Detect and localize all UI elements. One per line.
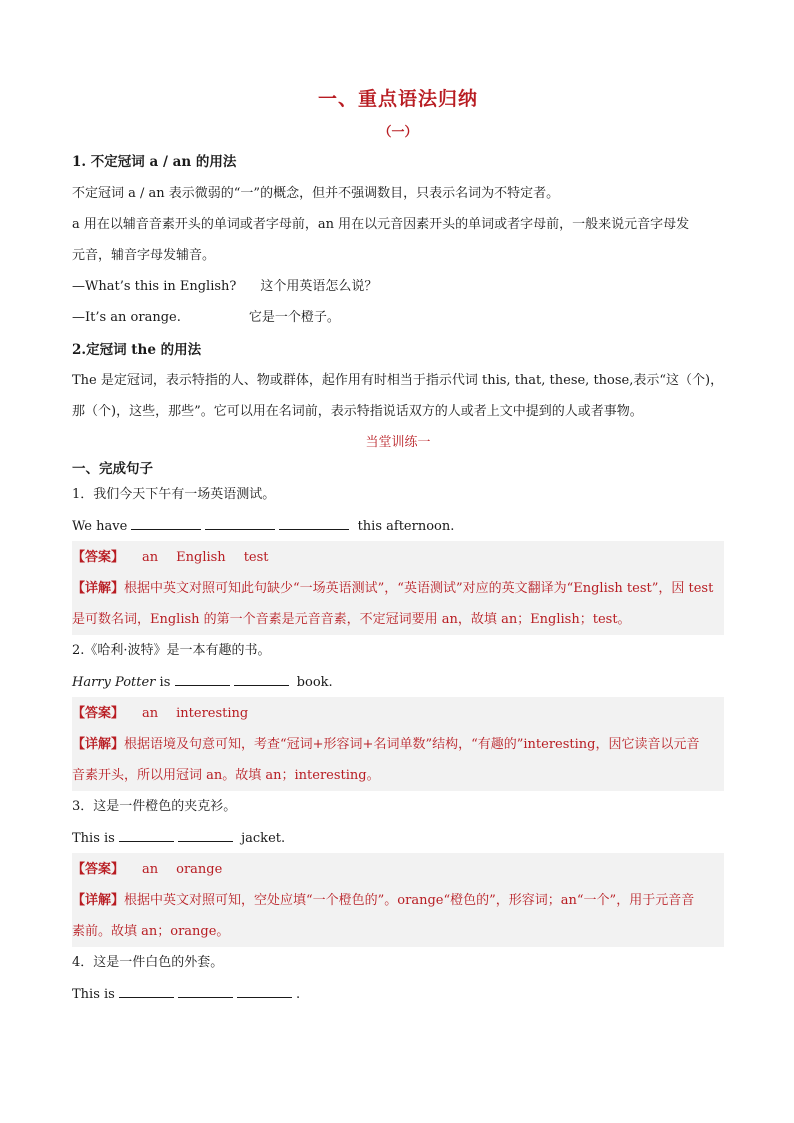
answer-blank (279, 516, 349, 530)
answer-blank (234, 672, 289, 686)
question-english: This is jacket. (72, 828, 724, 849)
example-english: —What’s this in English? (72, 279, 237, 294)
question-english: This is . (72, 984, 724, 1005)
detail-line: 素前。故填 an；orange。 (72, 924, 230, 939)
example-line (72, 277, 724, 297)
detail-line: 【详解】根据语境及句意可知，考查“冠词+形容词+名词单数”结构，“有趣的”interesting，因它读音以元音 (72, 737, 700, 752)
answer-blank (119, 984, 174, 998)
practice-title: 当堂训练一 (365, 435, 431, 450)
answer-box (72, 853, 724, 947)
section2-paragraph: 那（个)，这些，那些”。它可以用在名词前，表示特指说话双方的人或者上文中提到的人或者事物。 (72, 404, 643, 419)
exercise-heading: 一、完成句子 (72, 461, 153, 477)
answer-blank (119, 828, 174, 842)
question-chinese: 2.《哈利·波特》是一本有趣的书。 (72, 643, 271, 658)
detail-line: 是可数名词，English 的第一个音素是元音音素，不定冠词要用 an，故填 an；English；test。 (72, 612, 631, 627)
question-chinese: 1．我们今天下午有一场英语测试。 (72, 487, 276, 502)
answer-blank (205, 516, 275, 530)
answer-line: 【答案】 an orange (72, 862, 223, 877)
question-english: We have this afternoon. (72, 516, 724, 537)
answer-blank (178, 828, 233, 842)
section1-paragraph: 元音，辅音字母发辅音。 (72, 248, 216, 263)
question-chinese: 4．这是一件白色的外套。 (72, 955, 224, 970)
question-chinese: 3．这是一件橙色的夹克衫。 (72, 799, 237, 814)
detail-line: 【详解】根据中英文对照可知，空处应填“一个橙色的”。orange“橙色的”，形容词；an“一个”，用于元音音 (72, 893, 695, 908)
example-english: —It’s an orange. (72, 310, 181, 325)
section2-paragraph: The 是定冠词，表示特指的人、物或群体，起作用有时相当于指示代词 this, that, these, those,表示“这（个)， (72, 373, 724, 388)
section1-paragraph: 不定冠词 a / an 表示微弱的“一”的概念，但并不强调数目，只表示名词为不特定者。 (72, 186, 560, 201)
section1-paragraph: a 用在以辅音音素开头的单词或者字母前，an 用在以元音因素开头的单词或者字母前，一般来说元音字母发 (72, 217, 690, 232)
answer-blank (237, 984, 292, 998)
example-chinese: 这个用英语怎么说？ (260, 279, 378, 294)
answer-box (72, 541, 724, 635)
answer-blank (131, 516, 201, 530)
answer-box (72, 697, 724, 791)
example-chinese: 它是一个橙子。 (248, 310, 340, 325)
question-english: Harry Potter is book. (72, 672, 724, 693)
page-title: 一、重点语法归纳 (317, 88, 478, 110)
answer-line: 【答案】 an English test (72, 550, 269, 565)
detail-line: 音素开头，所以用冠词 an。故填 an；interesting。 (72, 768, 380, 783)
example-line (72, 308, 724, 328)
section2-heading: 2.定冠词 the 的用法 (72, 342, 202, 358)
page-subtitle: （一） (378, 125, 418, 140)
detail-line: 【详解】根据中英文对照可知此句缺少“一场英语测试”，“英语测试”对应的英文翻译为“English test”，因 test (72, 581, 714, 596)
answer-line: 【答案】 an interesting (72, 706, 249, 721)
answer-blank (175, 672, 230, 686)
section1-heading: 1. 不定冠词 a / an 的用法 (72, 154, 237, 170)
answer-blank (178, 984, 233, 998)
